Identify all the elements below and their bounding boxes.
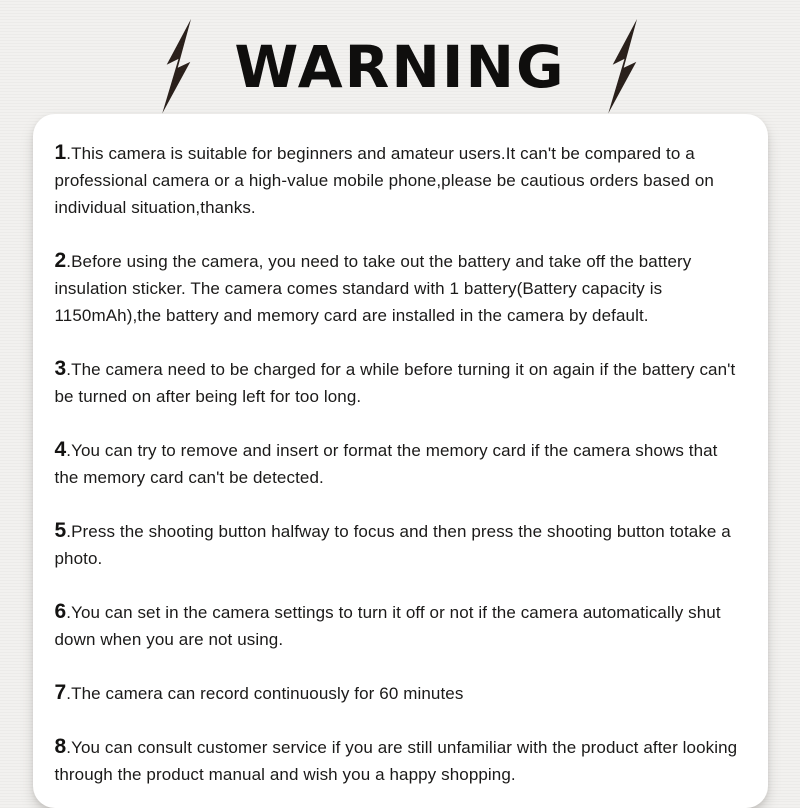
warning-item-6 [55, 598, 744, 653]
warning-number: 8 [54, 735, 67, 758]
warning-text: .Press the shooting button halfway to focus and then press the shooting button totake a photo. [54, 522, 731, 568]
warning-item-3 [55, 355, 744, 410]
lightning-bolt-icon-right [600, 19, 646, 115]
warning-text: .You can try to remove and insert or format the memory card if the camera shows that the memory card can't be detected. [54, 441, 718, 487]
lightning-bolt-icon-left [154, 19, 200, 115]
warning-text: .This camera is suitable for beginners and amateur users.It can't be compared to a professional camera or a high-value mobile phone,please be cautious orders based on individual situation,thanks. [54, 144, 714, 217]
warning-item-8 [55, 733, 744, 788]
warning-text: .You can set in the camera settings to turn it off or not if the camera automatically shut down when you are not using. [54, 603, 721, 649]
warning-item-1 [55, 139, 744, 221]
warning-item-2 [55, 247, 744, 329]
warning-number: 4 [54, 438, 67, 461]
warning-item-5 [55, 517, 744, 572]
warning-number: 1 [54, 141, 67, 164]
warning-number: 6 [54, 600, 67, 623]
warning-title: WARNING [234, 33, 566, 101]
warning-text: .You can consult customer service if you are still unfamiliar with the product after looking through the product manual and wish you a happy shopping. [54, 738, 738, 784]
warning-text: .The camera can record continuously for 60 minutes [66, 684, 464, 703]
warning-item-7 [55, 679, 744, 707]
warning-text: .The camera need to be charged for a while before turning it on again if the battery can't be turned on after being left for too long. [54, 360, 736, 406]
warning-header [0, 0, 800, 110]
warning-item-4 [55, 436, 744, 491]
warning-number: 3 [54, 357, 67, 380]
warning-number: 5 [54, 519, 67, 542]
warning-number: 2 [54, 249, 67, 272]
warning-number: 7 [54, 681, 67, 704]
warning-text: .Before using the camera, you need to take out the battery and take off the battery insulation sticker. The camera comes standard with 1 battery(Battery capacity is 1150mAh),the battery and memory card are installed in the camera by default. [54, 252, 692, 325]
warning-card [33, 114, 768, 808]
